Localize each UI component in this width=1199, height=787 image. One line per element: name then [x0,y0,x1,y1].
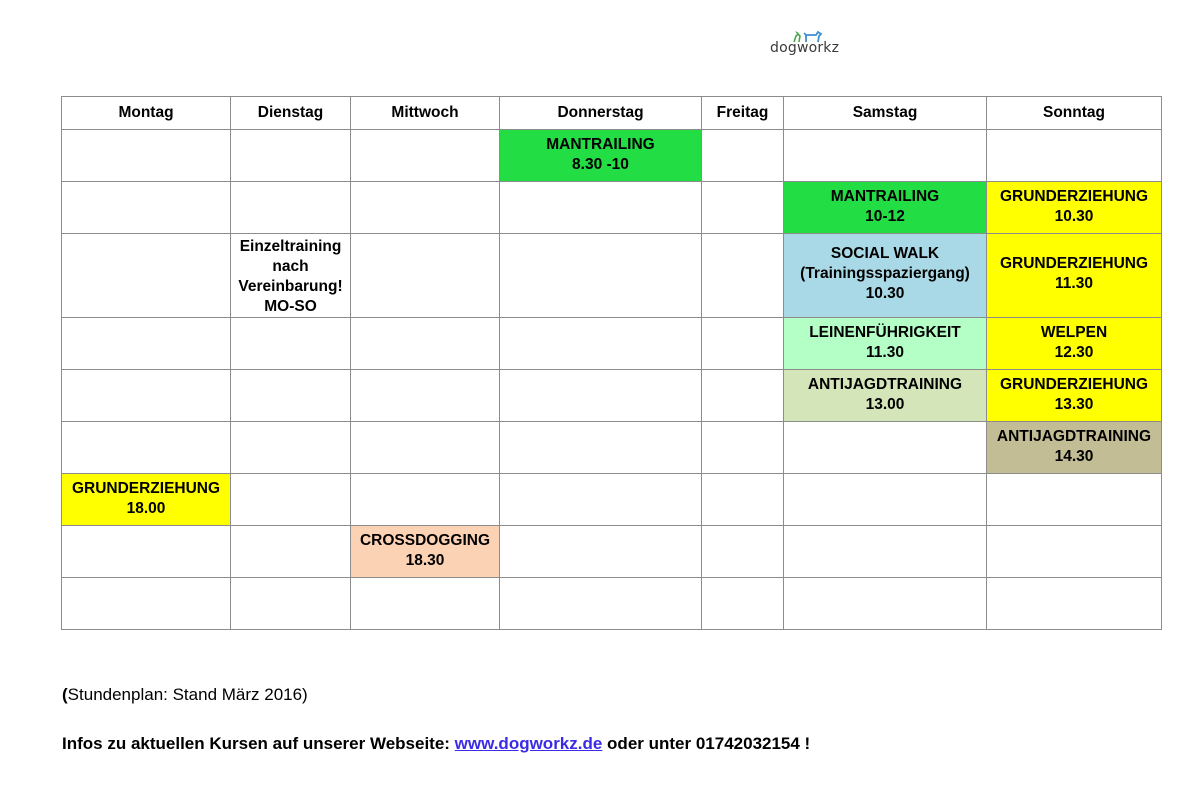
empty-cell [500,370,702,422]
class-title: GRUNDERZIEHUNG [999,188,1149,205]
empty-cell [62,234,231,318]
empty-cell [500,182,702,234]
empty-cell [500,474,702,526]
empty-cell [702,234,784,318]
class-cell-montag-grunderziehung [62,474,231,526]
day-header-donnerstag: Donnerstag [500,97,702,130]
empty-cell [784,130,987,182]
logo-text: dogworkz [770,40,840,56]
paren-open: ( [62,685,68,704]
empty-cell [231,182,351,234]
class-time: 10-12 [865,208,905,225]
class-time: 12.30 [1054,344,1094,361]
class-title: WELPEN [1040,324,1108,341]
empty-cell [351,474,500,526]
empty-cell [62,130,231,182]
class-cell-samstag-mantrailing [784,182,987,234]
table-row [62,474,1162,526]
day-header-freitag: Freitag [702,97,784,130]
class-time: 13.30 [1054,396,1094,413]
empty-cell [351,578,500,630]
table-row [62,578,1162,630]
table-row [62,370,1162,422]
empty-cell [231,526,351,578]
class-time: 8.30 -10 [572,156,629,173]
empty-cell [702,474,784,526]
empty-cell [702,526,784,578]
empty-cell [987,474,1162,526]
class-title: GRUNDERZIEHUNG [999,255,1149,272]
website-link[interactable]: www.dogworkz.de [454,734,603,753]
empty-cell [702,130,784,182]
empty-cell [784,422,987,474]
empty-cell [351,130,500,182]
class-cell-samstag-leinenfuehrigkeit [784,318,987,370]
empty-cell [500,578,702,630]
empty-cell [500,526,702,578]
empty-cell [351,370,500,422]
empty-cell [702,318,784,370]
table-row [62,318,1162,370]
class-cell-samstag-social-walk [784,234,987,318]
table-row [62,234,1162,318]
empty-cell [702,578,784,630]
stand-text: Stundenplan: Stand März 2016) [67,685,308,704]
class-cell-sonntag-grunderziehung-1030 [987,182,1162,234]
empty-cell [987,578,1162,630]
empty-cell [231,130,351,182]
day-header-sonntag: Sonntag [987,97,1162,130]
class-title: GRUNDERZIEHUNG [71,480,221,497]
empty-cell [351,318,500,370]
class-title: LEINENFÜHRIGKEIT [809,324,961,341]
class-cell-donnerstag-mantrailing [500,130,702,182]
empty-cell [500,422,702,474]
empty-cell [784,526,987,578]
class-cell-samstag-antijagdtraining [784,370,987,422]
empty-cell [231,578,351,630]
empty-cell [500,234,702,318]
class-cell-sonntag-grunderziehung-1330 [987,370,1162,422]
empty-cell [784,578,987,630]
einzeltraining-line2: nach [272,258,309,275]
schedule-table [61,96,1162,630]
class-time: 10.30 [865,285,905,302]
table-row [62,526,1162,578]
class-title: ANTIJAGDTRAINING [996,428,1152,445]
empty-cell [987,130,1162,182]
class-subtitle: (Trainingsspaziergang) [800,265,970,282]
empty-cell [62,370,231,422]
info-line [62,734,810,754]
einzeltraining-line3: Vereinbarung! [238,278,343,295]
table-row [62,422,1162,474]
class-time: 18.30 [405,552,445,569]
class-title: GRUNDERZIEHUNG [999,376,1149,393]
class-cell-sonntag-welpen [987,318,1162,370]
empty-cell [62,526,231,578]
table-row [62,130,1162,182]
einzeltraining-line1: Einzeltraining [239,238,342,255]
class-cell-sonntag-grunderziehung-1130 [987,234,1162,318]
empty-cell [231,318,351,370]
empty-cell [702,422,784,474]
class-time: 10.30 [1054,208,1094,225]
class-time: 13.00 [865,396,905,413]
empty-cell [987,526,1162,578]
info-suffix: oder unter 01742032154 ! [602,734,811,753]
einzeltraining-line4: MO-SO [264,298,317,315]
class-time: 18.00 [126,500,166,517]
class-time: 11.30 [866,344,904,361]
empty-cell [62,578,231,630]
day-header-dienstag: Dienstag [231,97,351,130]
class-title: ANTIJAGDTRAINING [807,376,963,393]
class-cell-mittwoch-crossdogging [351,526,500,578]
class-time: 11.30 [1055,275,1093,292]
empty-cell [231,370,351,422]
schedule-stand-note [62,685,308,705]
empty-cell [231,422,351,474]
empty-cell [231,474,351,526]
empty-cell [784,474,987,526]
class-title: SOCIAL WALK [830,245,940,262]
header-row [62,97,1162,130]
day-header-samstag: Samstag [784,97,987,130]
empty-cell [702,182,784,234]
day-header-mittwoch: Mittwoch [351,97,500,130]
empty-cell [351,234,500,318]
day-header-montag: Montag [62,97,231,130]
dogworkz-logo [770,30,860,64]
empty-cell [351,182,500,234]
class-title: MANTRAILING [546,136,655,153]
empty-cell [62,422,231,474]
empty-cell [351,422,500,474]
empty-cell [500,318,702,370]
empty-cell [62,182,231,234]
empty-cell [62,318,231,370]
info-prefix: Infos zu aktuellen Kursen auf unserer Webseite: [62,734,455,753]
class-title: MANTRAILING [830,188,940,205]
empty-cell [702,370,784,422]
class-title: CROSSDOGGING [359,532,491,549]
class-cell-sonntag-antijagdtraining [987,422,1162,474]
table-row [62,182,1162,234]
class-time: 14.30 [1054,448,1094,465]
einzeltraining-cell [231,234,351,318]
